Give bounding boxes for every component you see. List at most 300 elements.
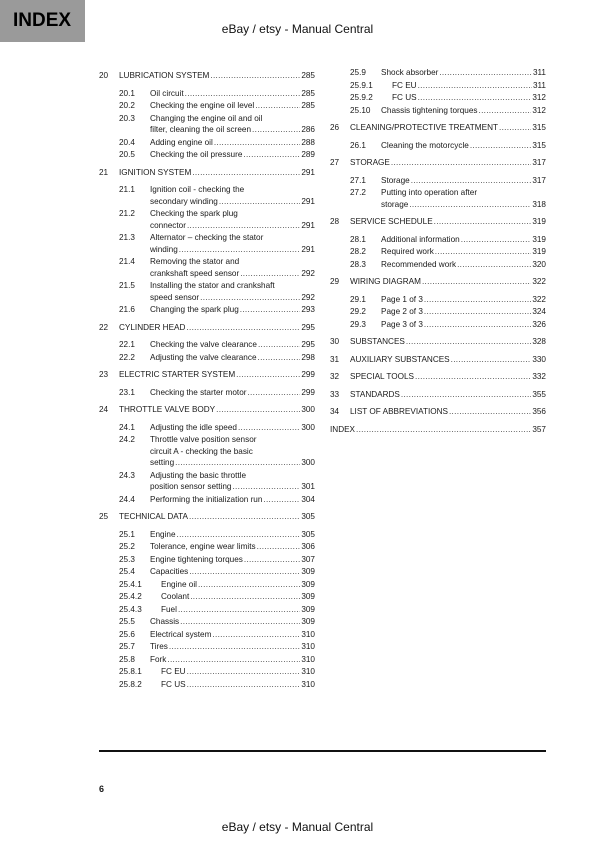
toc-leader-dots xyxy=(198,579,300,591)
toc-entry-number: 28.3 xyxy=(350,259,366,269)
toc-entry[interactable] xyxy=(330,216,546,228)
toc-leader-dots xyxy=(449,406,531,418)
toc-entry[interactable] xyxy=(99,137,315,149)
toc-leader-dots xyxy=(178,604,300,616)
toc-entry-page: 305 xyxy=(301,512,315,521)
toc-entry-page: 285 xyxy=(301,88,315,98)
toc-leader-dots xyxy=(422,276,531,288)
toc-leader-dots xyxy=(258,339,300,351)
toc-entry-title: Additional information xyxy=(381,234,460,244)
toc-entry-title: THROTTLE VALVE BODY xyxy=(119,405,216,414)
toc-entry-title: IGNITION SYSTEM xyxy=(119,167,192,177)
toc-entry[interactable] xyxy=(99,579,315,591)
toc-leader-dots xyxy=(424,319,531,331)
toc-leader-dots xyxy=(411,175,532,187)
toc-entry-number: 20 xyxy=(99,71,109,80)
toc-entry[interactable] xyxy=(99,566,315,578)
toc-entry-page: 300 xyxy=(301,405,315,414)
toc-entry-title: Engine oil xyxy=(161,579,197,589)
toc-leader-dots xyxy=(255,100,300,112)
toc-entry[interactable] xyxy=(330,175,546,187)
toc-entry-title: Cleaning the motorcycle xyxy=(381,140,469,150)
toc-leader-dots xyxy=(210,70,300,82)
toc-entry-number: 20.3 xyxy=(119,113,135,123)
toc-entry-page: 285 xyxy=(301,101,315,110)
toc-entry-number: 24.4 xyxy=(119,494,135,504)
toc-entry-title: Installing the stator and crankshaft xyxy=(150,281,275,290)
toc-entry[interactable] xyxy=(99,554,315,566)
toc-entry-page: 328 xyxy=(532,337,546,346)
toc-leader-dots xyxy=(434,216,532,228)
toc-entry-title: Oil circuit xyxy=(150,88,184,98)
toc-entry-page: 298 xyxy=(301,352,315,362)
toc-entry-number: 25.9 xyxy=(350,68,366,77)
toc-entry-number: 20.1 xyxy=(119,88,135,98)
toc-entry[interactable] xyxy=(330,67,546,79)
toc-leader-dots xyxy=(409,199,531,211)
toc-entry-number: 28.1 xyxy=(350,234,366,244)
toc-entry[interactable] xyxy=(330,157,546,169)
toc-entry-page: 319 xyxy=(532,247,546,256)
toc-leader-dots xyxy=(240,268,300,280)
toc-leader-dots xyxy=(451,354,532,366)
toc-entry-title: Fuel xyxy=(161,604,177,614)
toc-leader-dots xyxy=(238,422,300,434)
toc-entry-page: 319 xyxy=(532,234,546,244)
toc-entry[interactable] xyxy=(330,276,546,288)
toc-entry-number: 22 xyxy=(99,322,109,332)
toc-entry[interactable] xyxy=(99,679,315,691)
toc-entry-page: 357 xyxy=(532,424,546,434)
toc-entry-title: CYLINDER HEAD xyxy=(119,322,186,332)
toc-entry-number: 20.4 xyxy=(119,137,135,147)
toc-entry-number: 25.8.2 xyxy=(119,679,142,689)
toc-entry[interactable] xyxy=(330,234,546,246)
toc-entry-number: 25.8.1 xyxy=(119,667,142,676)
toc-entry[interactable] xyxy=(330,92,546,104)
toc-entry-title: Checking the oil pressure xyxy=(150,150,243,159)
toc-entry-number: 25.4 xyxy=(119,567,135,576)
toc-entry-number: 21.4 xyxy=(119,257,135,266)
toc-entry[interactable] xyxy=(99,322,315,334)
toc-entry-number: 25.7 xyxy=(119,642,135,651)
toc-leader-dots xyxy=(418,80,532,92)
toc-entry-page: 306 xyxy=(301,542,315,551)
toc-entry-number: 21.1 xyxy=(119,185,135,194)
toc-entry-page: 355 xyxy=(532,389,546,399)
toc-entry-title: CLEANING/PROTECTIVE TREATMENT xyxy=(350,123,498,132)
toc-entry[interactable] xyxy=(99,339,315,351)
toc-entry[interactable] xyxy=(99,616,315,628)
toc-entry-number: 24.1 xyxy=(119,422,135,432)
toc-entry-page: 311 xyxy=(532,80,546,90)
toc-leader-dots xyxy=(457,259,531,271)
toc-entry-title: Chassis xyxy=(150,617,180,626)
toc-entry-title: Changing the engine oil and oil xyxy=(150,113,263,123)
toc-leader-dots xyxy=(263,494,300,506)
toc-entry[interactable] xyxy=(99,470,315,493)
toc-entry-title: Performing the initialization run xyxy=(150,494,263,504)
toc-leader-dots xyxy=(169,641,300,653)
toc-entry-title: SPECIAL TOOLS xyxy=(350,372,415,381)
toc-entry-page: 309 xyxy=(301,617,315,626)
toc-entry-number: 21.2 xyxy=(119,209,135,218)
toc-entry-page: 289 xyxy=(301,150,315,159)
toc-entry-page: 317 xyxy=(532,175,546,185)
toc-entry[interactable] xyxy=(330,294,546,306)
toc-leader-dots xyxy=(258,352,301,364)
toc-entry-page: 310 xyxy=(301,667,315,676)
toc-entry-title: Tires xyxy=(150,642,168,651)
toc-entry-number: 32 xyxy=(330,372,340,381)
toc-entry[interactable] xyxy=(99,511,315,523)
toc-entry-page: 291 xyxy=(301,167,315,177)
toc-leader-dots xyxy=(187,679,301,691)
toc-entry-page: 299 xyxy=(301,387,315,397)
toc-entry-number: 34 xyxy=(330,407,340,416)
toc-leader-dots xyxy=(177,529,301,541)
toc-entry-title: Checking the starter motor xyxy=(150,387,247,397)
toc-entry[interactable] xyxy=(99,369,315,381)
toc-leader-dots xyxy=(244,554,300,566)
toc-entry-number: 23.1 xyxy=(119,387,135,397)
toc-entry-page: 305 xyxy=(301,529,315,539)
toc-entry-number: 29.1 xyxy=(350,294,366,304)
toc-right-column xyxy=(330,66,546,435)
toc-entry-page: 304 xyxy=(301,494,315,504)
toc-entry[interactable] xyxy=(330,354,546,366)
toc-entry-page: 292 xyxy=(301,268,315,278)
toc-entry-number: 25.5 xyxy=(119,617,135,626)
toc-entry-title: FC EU xyxy=(392,80,417,90)
toc-entry[interactable] xyxy=(99,654,315,666)
toc-entry-page: 286 xyxy=(301,125,315,134)
toc-entry-number: 25.1 xyxy=(119,529,135,539)
toc-entry-title: Engine tightening torques xyxy=(150,554,243,564)
toc-entry-title: Electrical system xyxy=(150,629,212,639)
toc-entry-title: Page 1 of 3 xyxy=(381,294,423,304)
toc-leader-dots xyxy=(439,67,532,79)
toc-entry-page: 301 xyxy=(301,482,315,491)
toc-entry[interactable] xyxy=(99,304,315,316)
toc-entry-page: 319 xyxy=(532,217,546,226)
toc-entry-page: 292 xyxy=(301,292,315,302)
toc-leader-dots xyxy=(418,92,532,104)
toc-entry[interactable] xyxy=(99,113,315,136)
toc-leader-dots xyxy=(186,322,300,334)
toc-entry-title: Page 3 of 3 xyxy=(381,319,423,329)
toc-entry-page: 332 xyxy=(532,372,546,381)
toc-entry[interactable] xyxy=(99,404,315,416)
toc-entry-title: Removing the stator and xyxy=(150,257,240,266)
toc-entry-title: Shock absorber xyxy=(381,68,439,77)
toc-entry-number: 20.2 xyxy=(119,101,135,110)
header-watermark: eBay / etsy - Manual Central xyxy=(221,22,374,36)
toc-entry-title: filter, cleaning the oil screen xyxy=(150,125,252,134)
toc-entry-number: 25.4.1 xyxy=(119,579,142,589)
toc-entry-number: 28.2 xyxy=(350,247,366,256)
toc-entry-title: Changing the spark plug xyxy=(150,305,239,314)
toc-entry[interactable] xyxy=(330,371,546,383)
toc-entry[interactable] xyxy=(99,256,315,279)
toc-entry-title: Engine xyxy=(150,529,176,539)
toc-leader-dots xyxy=(189,511,300,523)
toc-entry-title: Page 2 of 3 xyxy=(381,307,423,316)
toc-entry-page: 309 xyxy=(301,579,315,589)
toc-leader-dots xyxy=(415,371,531,383)
toc-entry-number: 23 xyxy=(99,370,109,379)
toc-entry-title: Alternator – checking the stator xyxy=(150,233,264,242)
toc-leader-dots xyxy=(461,234,532,246)
toc-entry-title: AUXILIARY SUBSTANCES xyxy=(350,354,450,364)
toc-entry-title: position sensor setting xyxy=(150,482,232,491)
toc-entry-number: 26.1 xyxy=(350,140,366,150)
toc-entry-page: 309 xyxy=(301,592,315,601)
toc-entry-number: 25.9.1 xyxy=(350,80,373,90)
toc-entry-page: 324 xyxy=(532,307,546,316)
toc-entry[interactable] xyxy=(330,105,546,117)
toc-entry-title: STORAGE xyxy=(350,158,390,167)
toc-entry-number: 24 xyxy=(99,405,109,414)
toc-leader-dots xyxy=(470,140,531,152)
toc-entry[interactable] xyxy=(99,494,315,506)
toc-entry-title: Adjusting the valve clearance xyxy=(150,352,257,362)
toc-leader-dots xyxy=(435,246,532,258)
toc-entry-title: SERVICE SCHEDULE xyxy=(350,217,433,226)
toc-entry-page: 295 xyxy=(301,322,315,332)
toc-leader-dots xyxy=(424,306,531,318)
toc-entry[interactable] xyxy=(99,88,315,100)
toc-leader-dots xyxy=(179,244,301,256)
toc-entry[interactable] xyxy=(330,424,546,436)
toc-entry-number: 25.4.3 xyxy=(119,604,142,614)
toc-entry[interactable] xyxy=(99,208,315,231)
toc-entry-number: 25.4.2 xyxy=(119,592,142,601)
toc-entry[interactable] xyxy=(99,422,315,434)
toc-entry[interactable] xyxy=(99,434,315,469)
toc-entry-page: 291 xyxy=(301,196,315,206)
toc-entry-title: Checking the spark plug xyxy=(150,209,238,218)
toc-entry-title: SUBSTANCES xyxy=(350,337,405,346)
toc-entry[interactable] xyxy=(99,541,315,553)
toc-entry-number: 25.9.2 xyxy=(350,93,373,102)
toc-entry[interactable] xyxy=(99,352,315,364)
toc-leader-dots xyxy=(401,389,531,401)
toc-entry-number: 27 xyxy=(330,158,340,167)
toc-entry[interactable] xyxy=(99,167,315,179)
toc-leader-dots xyxy=(200,292,300,304)
toc-entry-title: setting xyxy=(150,458,175,467)
toc-entry-title: Storage xyxy=(381,175,410,185)
toc-entry-page: 311 xyxy=(532,68,546,77)
toc-leader-dots xyxy=(479,105,532,117)
toc-entry-number: 31 xyxy=(330,354,340,364)
toc-leader-dots xyxy=(424,294,531,306)
toc-entry-title: secondary winding xyxy=(150,196,218,206)
toc-leader-dots xyxy=(192,167,300,179)
toc-entry[interactable] xyxy=(330,187,546,210)
toc-entry-page: 300 xyxy=(301,422,315,432)
toc-leader-dots xyxy=(391,157,531,169)
toc-entry-number: 21.3 xyxy=(119,233,135,242)
index-tab: INDEX xyxy=(0,0,85,42)
toc-entry[interactable] xyxy=(99,100,315,112)
toc-entry-number: 21.6 xyxy=(119,305,135,314)
toc-entry-title: TECHNICAL DATA xyxy=(119,512,188,521)
toc-entry[interactable] xyxy=(99,387,315,399)
toc-leader-dots xyxy=(356,424,531,436)
toc-leader-dots xyxy=(499,122,531,134)
toc-entry-title: LIST OF ABBREVIATIONS xyxy=(350,407,448,416)
toc-entry[interactable] xyxy=(99,604,315,616)
toc-entry-page: 315 xyxy=(532,123,546,132)
toc-entry-page: 326 xyxy=(532,319,546,329)
toc-entry-title: Tolerance, engine wear limits xyxy=(150,542,256,551)
toc-entry-number: 28 xyxy=(330,217,340,226)
toc-entry[interactable] xyxy=(99,641,315,653)
toc-entry[interactable] xyxy=(99,184,315,207)
toc-leader-dots xyxy=(406,336,531,348)
page-number: 6 xyxy=(99,784,105,794)
toc-entry[interactable] xyxy=(330,246,546,258)
toc-entry[interactable] xyxy=(99,529,315,541)
toc-entry-page: 320 xyxy=(532,259,546,269)
toc-entry-page: 307 xyxy=(301,554,315,564)
toc-entry-title: crankshaft speed sensor xyxy=(150,268,240,278)
toc-leader-dots xyxy=(187,666,301,678)
toc-entry[interactable] xyxy=(330,389,546,401)
toc-entry-title: Throttle valve position sensor xyxy=(150,435,257,444)
footer-rule xyxy=(99,750,546,752)
toc-entry-number: 21 xyxy=(99,167,109,177)
toc-entry-number: 33 xyxy=(330,389,340,399)
toc-entry-number: 29.2 xyxy=(350,307,366,316)
toc-entry[interactable] xyxy=(99,629,315,641)
toc-entry-title: Fork xyxy=(150,654,167,664)
toc-entry-page: 312 xyxy=(532,93,546,102)
toc-entry[interactable] xyxy=(99,232,315,255)
toc-entry-title: Checking the valve clearance xyxy=(150,340,257,349)
toc-leader-dots xyxy=(232,481,300,493)
toc-entry-page: 310 xyxy=(301,679,315,689)
toc-leader-dots xyxy=(247,387,300,399)
toc-entry[interactable] xyxy=(99,591,315,603)
toc-entry-title: WIRING DIAGRAM xyxy=(350,277,421,286)
toc-entry-number: 25.8 xyxy=(119,654,135,664)
toc-entry-page: 295 xyxy=(301,340,315,349)
toc-entry-page: 322 xyxy=(532,277,546,286)
toc-entry[interactable] xyxy=(99,70,315,82)
toc-entry-number: 27.2 xyxy=(350,188,366,197)
toc-entry[interactable] xyxy=(99,280,315,303)
toc-leader-dots xyxy=(212,629,300,641)
toc-entry-page: 312 xyxy=(532,105,546,115)
toc-entry[interactable] xyxy=(330,319,546,331)
toc-leader-dots xyxy=(219,196,301,208)
toc-entry-number: 25.2 xyxy=(119,542,135,551)
toc-entry-number: 22.1 xyxy=(119,340,135,349)
toc-leader-dots xyxy=(175,457,300,469)
toc-entry-number: 22.2 xyxy=(119,352,135,362)
toc-entry[interactable] xyxy=(99,666,315,678)
toc-entry-number: 26 xyxy=(330,123,340,132)
toc-entry-page: 293 xyxy=(301,305,315,314)
toc-entry-number: 25.3 xyxy=(119,554,135,564)
toc-entry-title: FC US xyxy=(392,93,417,102)
toc-entry-title: LUBRICATION SYSTEM xyxy=(119,71,210,80)
toc-entry-page: 310 xyxy=(301,642,315,651)
toc-leader-dots xyxy=(216,404,300,416)
toc-entry-title: Required work xyxy=(381,247,434,256)
toc-entry[interactable] xyxy=(330,259,546,271)
toc-entry-title: Putting into operation after xyxy=(381,188,478,197)
toc-leader-dots xyxy=(185,88,301,100)
toc-leader-dots xyxy=(167,654,300,666)
toc-entry-title: speed sensor xyxy=(150,292,200,302)
toc-entry-number: 24.3 xyxy=(119,470,135,480)
toc-entry-title: FC EU xyxy=(161,667,186,676)
toc-leader-dots xyxy=(187,220,300,232)
toc-entry-title: Ignition coil - checking the xyxy=(150,185,245,194)
toc-entry-page: 315 xyxy=(532,140,546,150)
toc-entry-page: 291 xyxy=(301,244,315,254)
toc-entry-page: 322 xyxy=(532,294,546,304)
toc-entry-number: 25.10 xyxy=(350,105,371,115)
toc-entry-title: Capacities xyxy=(150,567,189,576)
toc-entry-page: 288 xyxy=(301,137,315,147)
toc-entry-page: 310 xyxy=(301,629,315,639)
toc-entry-page: 299 xyxy=(301,370,315,379)
toc-entry-title: Chassis tightening torques xyxy=(381,105,478,115)
toc-entry-page: 330 xyxy=(532,354,546,364)
toc-leader-dots xyxy=(190,591,300,603)
toc-entry-page: 309 xyxy=(301,567,315,576)
toc-leader-dots xyxy=(236,369,300,381)
toc-entry-title: ELECTRIC STARTER SYSTEM xyxy=(119,370,236,379)
toc-entry-title: circuit A - checking the basic xyxy=(150,446,253,456)
toc-entry[interactable] xyxy=(330,336,546,348)
toc-entry-title: Adjusting the basic throttle xyxy=(150,470,247,480)
toc-leader-dots xyxy=(180,616,300,628)
toc-leader-dots xyxy=(214,137,301,149)
toc-entry-number: 29 xyxy=(330,277,340,286)
toc-entry-title: Coolant xyxy=(161,592,190,601)
toc-entry[interactable] xyxy=(330,306,546,318)
toc-entry-number: 24.2 xyxy=(119,435,135,444)
toc-entry[interactable] xyxy=(330,140,546,152)
toc-entry-number: 20.5 xyxy=(119,150,135,159)
toc-leader-dots xyxy=(257,541,301,553)
toc-entry-page: 285 xyxy=(301,71,315,80)
toc-entry-title: INDEX xyxy=(330,424,356,434)
toc-entry-title: FC US xyxy=(161,679,186,689)
footer-watermark: eBay / etsy - Manual Central xyxy=(221,820,374,834)
toc-entry[interactable] xyxy=(330,122,546,134)
toc-entry[interactable] xyxy=(99,149,315,161)
toc-entry[interactable] xyxy=(330,406,546,418)
toc-entry-title: STANDARDS xyxy=(350,389,400,399)
toc-entry-page: 310 xyxy=(301,654,315,664)
toc-entry-page: 291 xyxy=(301,220,315,230)
toc-entry[interactable] xyxy=(330,80,546,92)
toc-entry-title: storage xyxy=(381,199,409,209)
toc-entry-title: Recommended work xyxy=(381,259,457,269)
toc-entry-title: winding xyxy=(150,244,178,254)
toc-entry-number: 25 xyxy=(99,512,109,521)
toc-entry-page: 300 xyxy=(301,458,315,467)
toc-leader-dots xyxy=(240,304,301,316)
toc-left-column xyxy=(99,66,315,690)
